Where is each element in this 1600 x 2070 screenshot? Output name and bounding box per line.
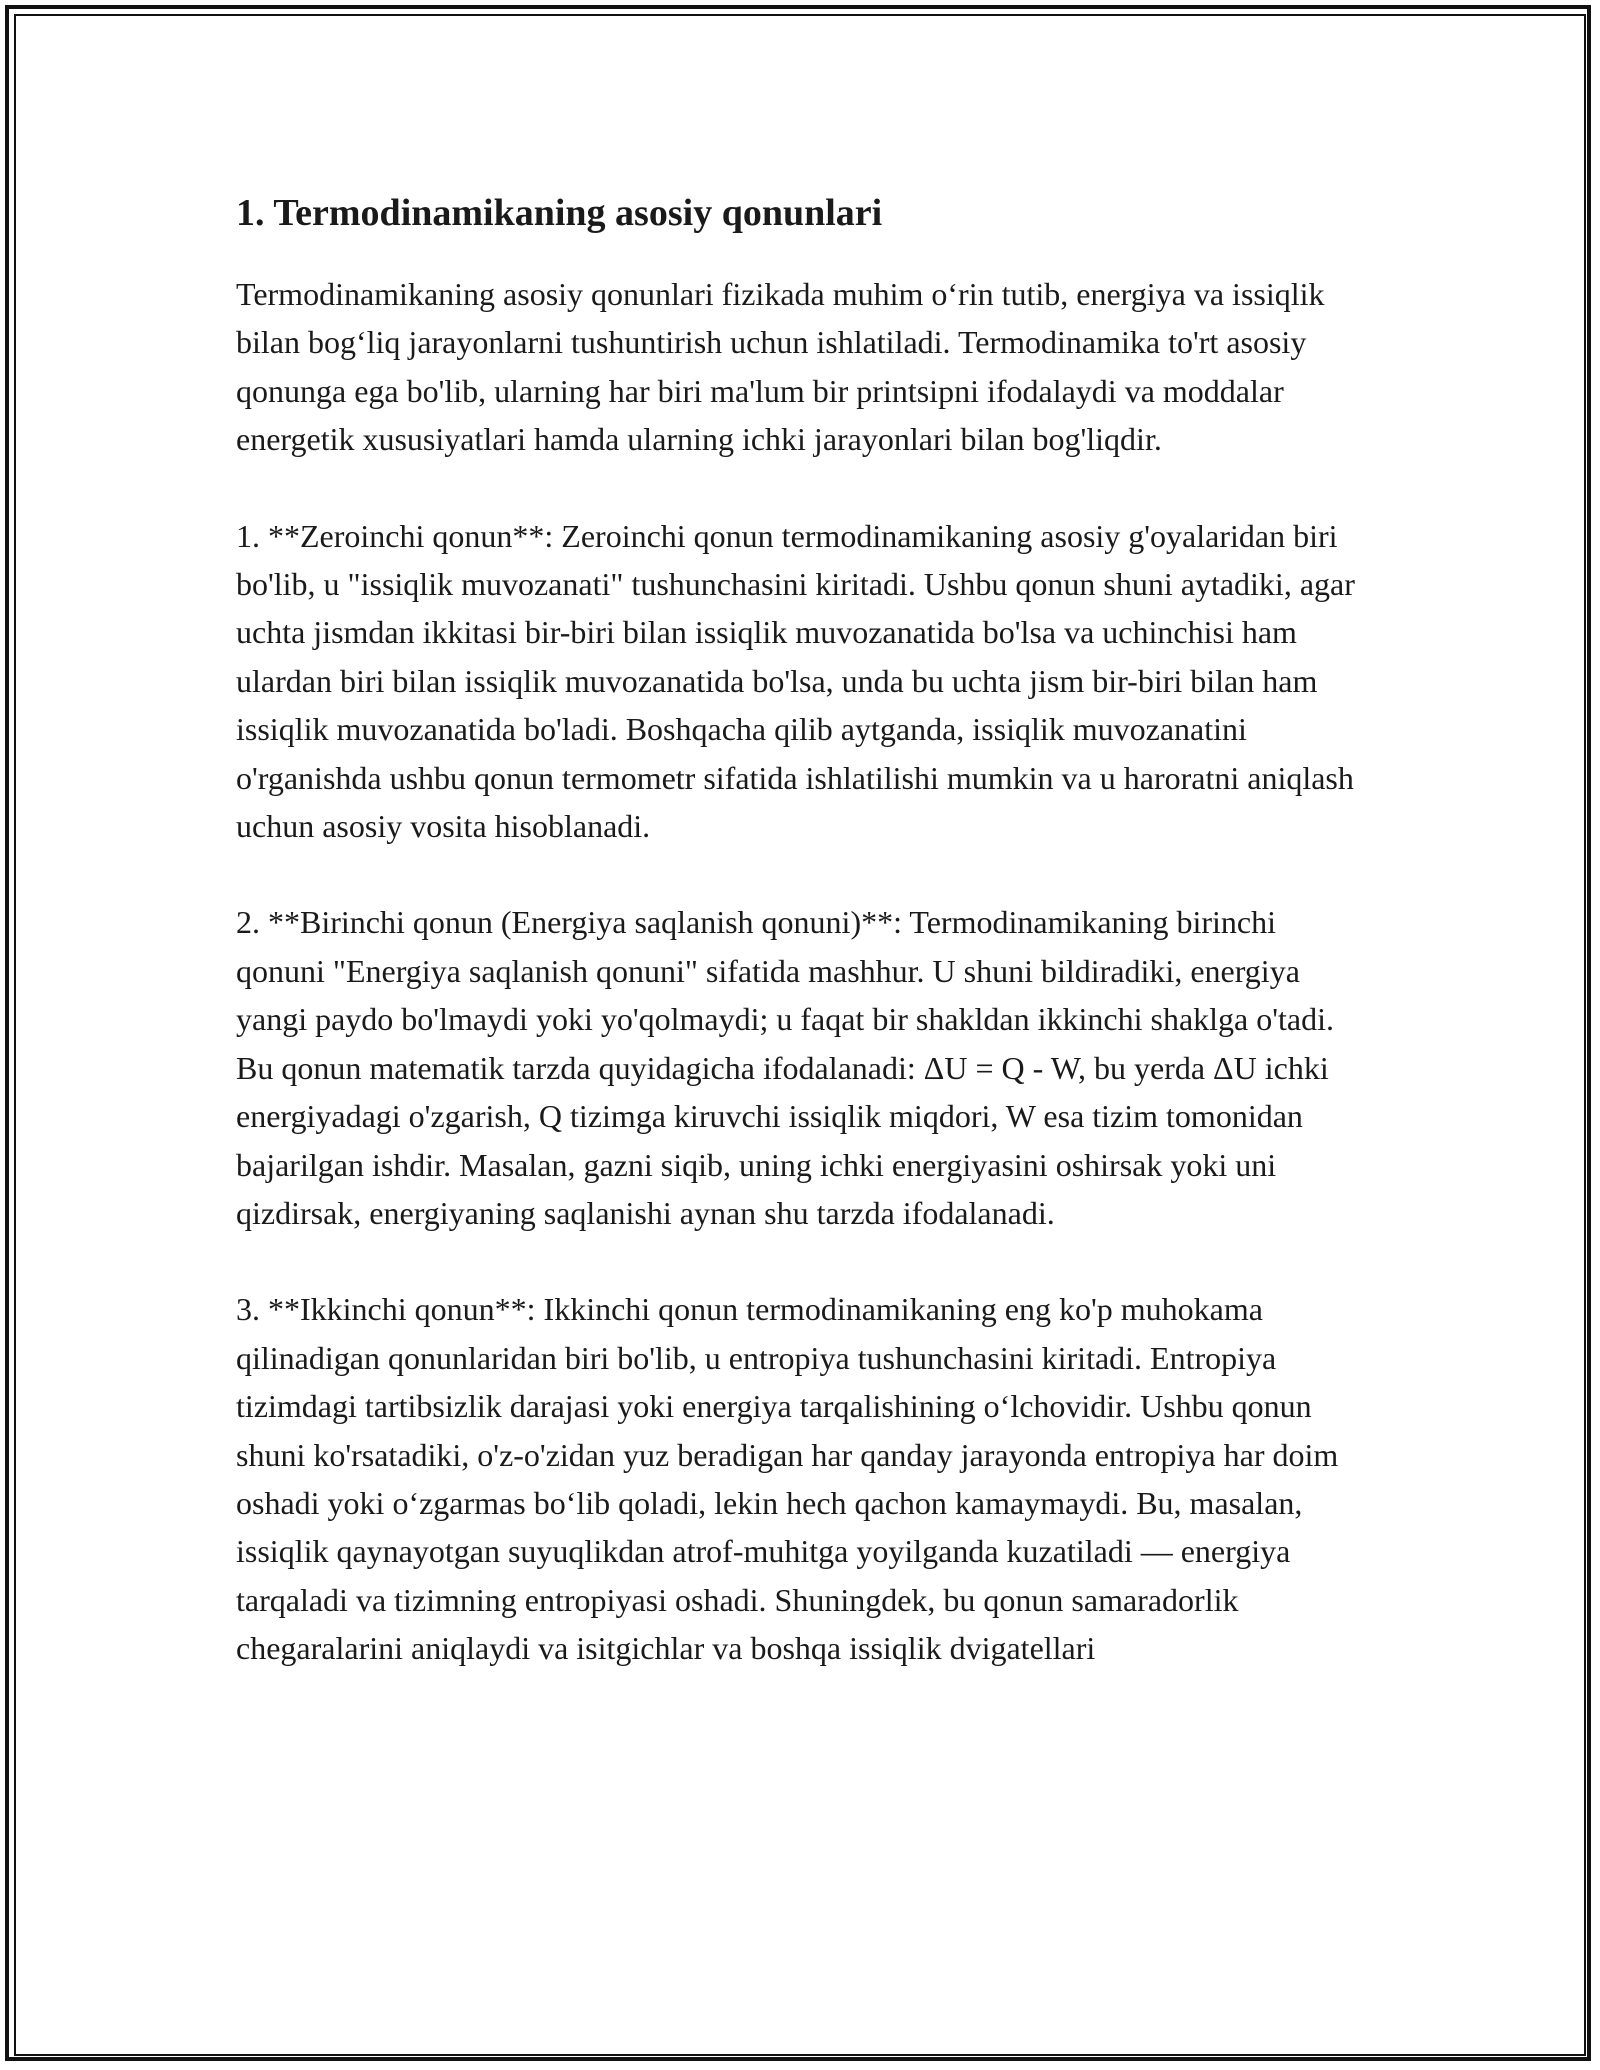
intro-paragraph: Termodinamikaning asosiy qonunlari fizikada muhim o‘rin tutib, energiya va issiqlik bilan bog‘liq jarayonlarni tushuntirish uchun ishlatiladi. Termodinamika to'rt asosiy qonunga ega bo'lib, ularning har biri ma'lum bir printsipni ifodalaydi va moddalar energetik xususiyatlari hamda ularning ichki jarayonlari bilan bog'liqdir. <box>236 276 1325 458</box>
second-law-paragraph: 3. **Ikkinchi qonun**: Ikkinchi qonun termodinamikaning eng ko'p muhokama qilinadigan qonunlaridan biri bo'lib, u entropiya tushunchasini kiritadi. Entropiya tizimdagi tartibsizlik darajasi yoki energiya tarqalishining o‘lchovidir. Ushbu qonun shuni ko'rsatadiki, o'z-o'zidan yuz beradigan har qanday jarayonda entropiya har doim oshadi yoki o‘zgarmas bo‘lib qoladi, lekin hech qachon kamaymaydi. Bu, masalan, issiqlik qaynayotgan suyuqlikdan atrof-muhitga yoyilganda kuzatiladi — energiya tarqaladi va tizimning entropiyasi oshadi. Shuningdek, bu qonun samaradorlik chegaralarini aniqlaydi va isitgichlar va boshqa issiqlik dvigatellari <box>236 1291 1339 1667</box>
document-title: 1. Termodinamikaning asosiy qonunlari <box>236 192 883 234</box>
first-law-paragraph: 2. **Birinchi qonun (Energiya saqlanish qonuni)**: Termodinamikaning birinchi qonuni "Energiya saqlanish qonuni" sifatida mashhur. U shuni bildiradiki, energiya yangi paydo bo'lmaydi yoki yo'qolmaydi; u faqat bir shakldan ikkinchi shaklga o'tadi. Bu qonun matematik tarzda quyidagicha ifodalanadi: ΔU = Q - W, bu yerda ΔU ichki energiyadagi o'zgarish, Q tizimga kiruvchi issiqlik miqdori, W esa tizim tomonidan bajarilgan ishdir. Masalan, gazni siqib, uning ichki energiyasini oshirsak yoki uni qizdirsak, energiyaning saqlanishi aynan shu tarzda ifodalanadi. <box>236 904 1334 1231</box>
document-body <box>236 184 1366 1721</box>
zeroth-law-paragraph: 1. **Zeroinchi qonun**: Zeroinchi qonun termodinamikaning asosiy g'oyalaridan biri bo'lib, u "issiqlik muvozanati" tushunchasini kiritadi. Ushbu qonun shuni aytadiki, agar uchta jismdan ikkitasi bir-biri bilan issiqlik muvozanatida bo'lsa va uchinchisi ham ulardan biri bilan issiqlik muvozanatida bo'lsa, unda bu uchta jism bir-biri bilan ham issiqlik muvozanatida bo'ladi. Boshqacha qilib aytganda, issiqlik muvozanatini o'rganishda ushbu qonun termometr sifatida ishlatilishi mumkin va u haroratni aniqlash uchun asosiy vosita hisoblanadi. <box>236 517 1355 845</box>
